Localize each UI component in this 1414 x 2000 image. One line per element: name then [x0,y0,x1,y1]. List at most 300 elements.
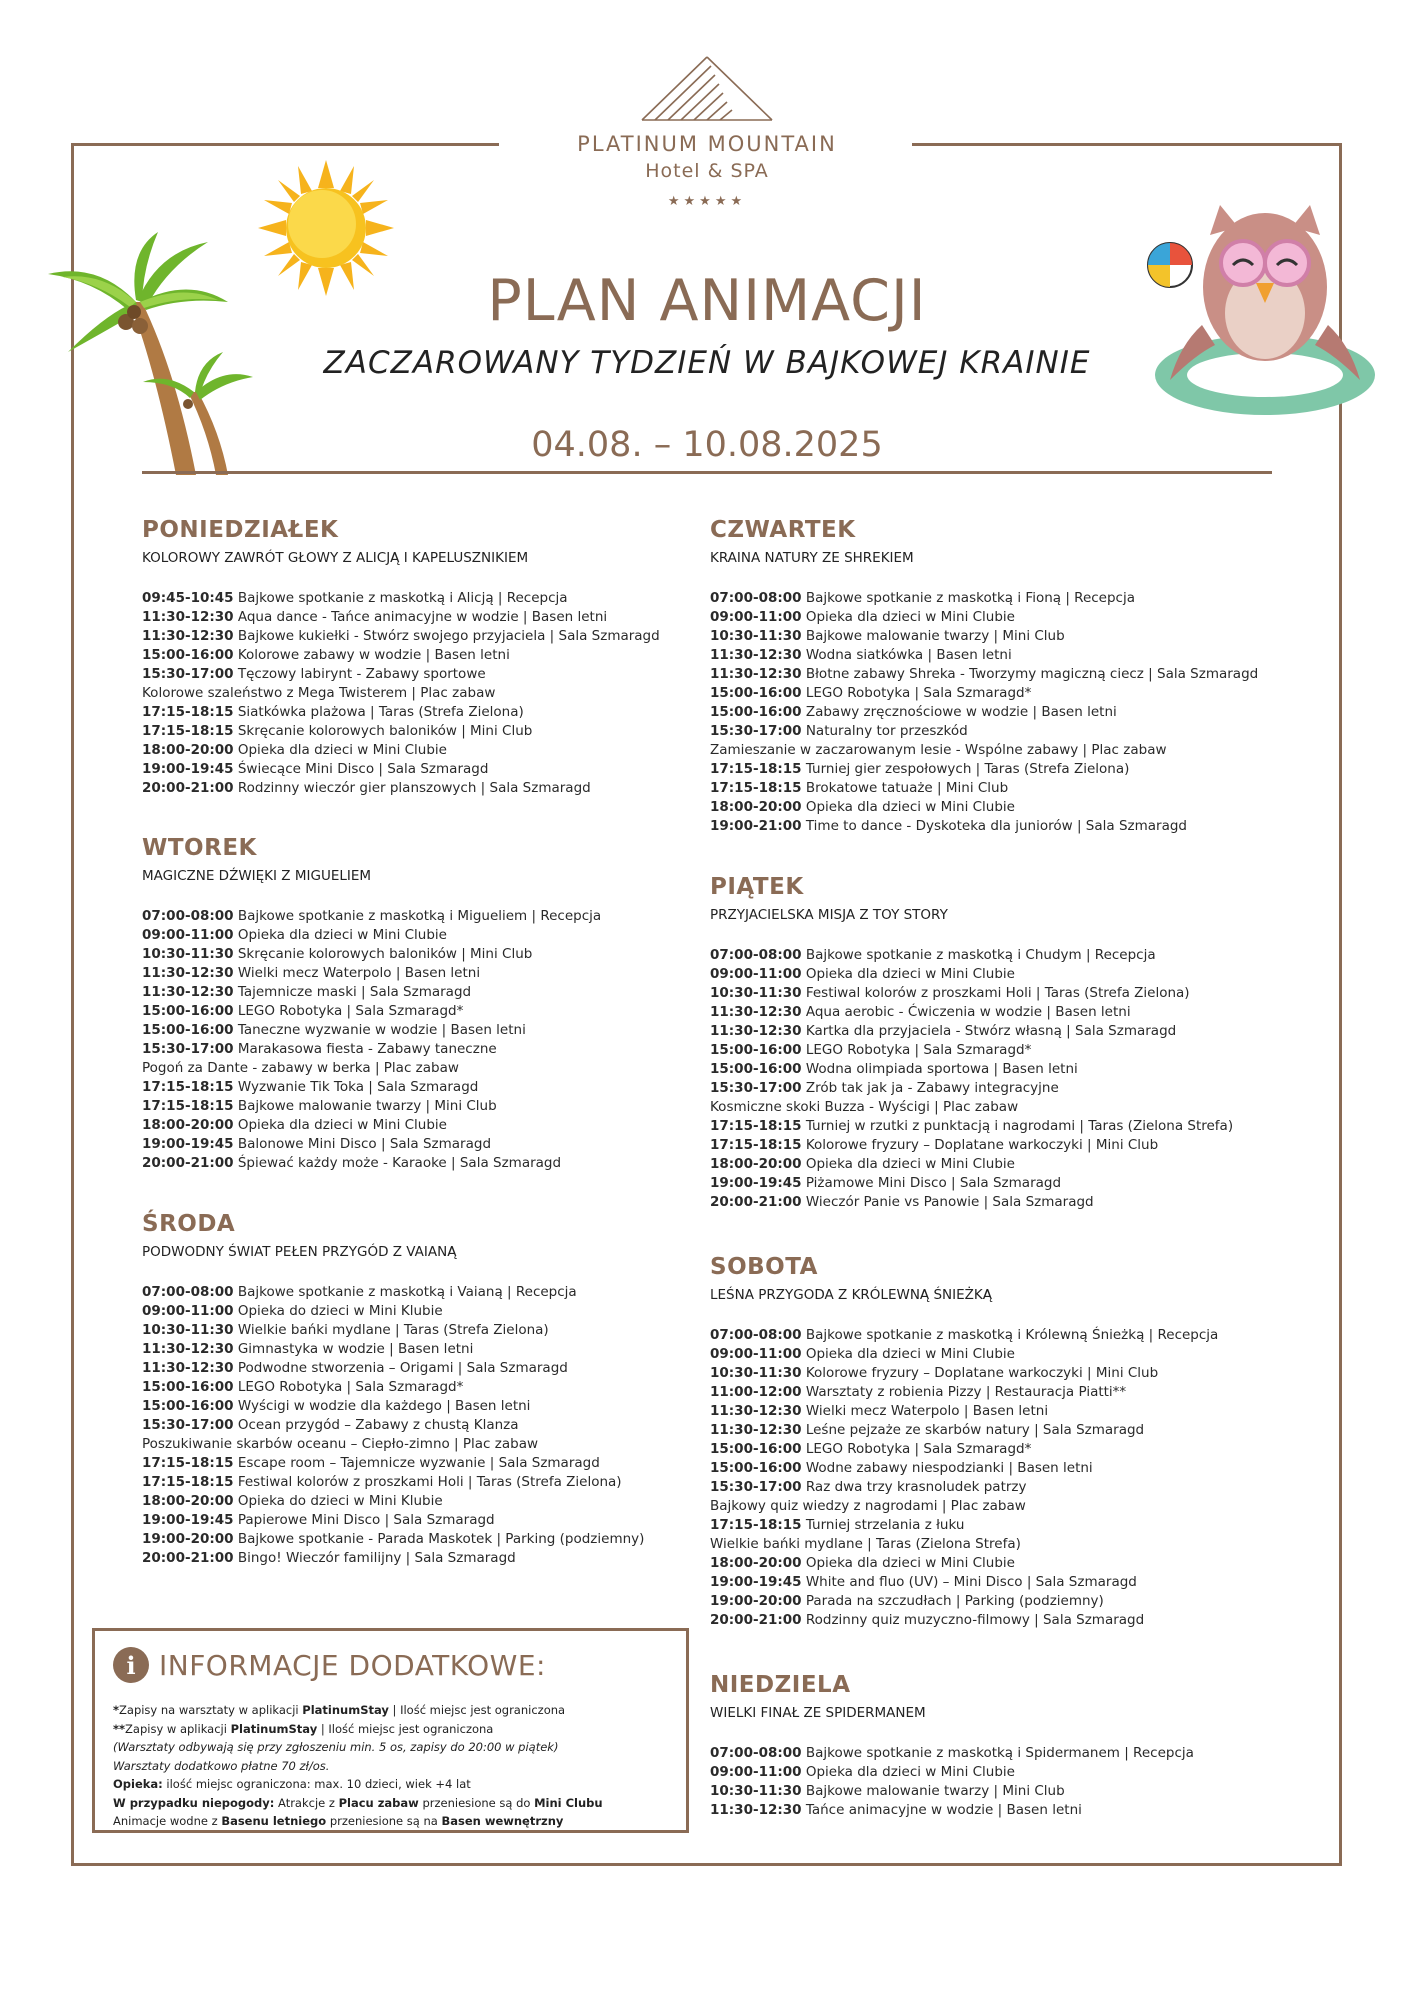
event-item [142,983,742,1002]
event-item [710,608,1310,627]
event-time: 07:00-08:00 [710,1327,802,1343]
day-name: PONIEDZIAŁEK [142,517,339,543]
event-text: Festiwal kolorów z proszkami Holi | Taras (Strefa Zielona) [801,985,1190,1001]
event-text: LEGO Robotyka | Sala Szmaragd* [233,1003,464,1019]
event-text: Turniej strzelania z łuku [801,1517,965,1533]
event-time: 11:30-12:30 [710,1004,802,1020]
event-item [142,1097,742,1116]
event-item [710,1022,1310,1041]
event-text: Podwodne stworzenia – Origami | Sala Szmaragd [233,1360,568,1376]
day-name: CZWARTEK [710,517,856,543]
event-text: Zamieszanie w zaczarowanym lesie - Wspólne zabawy | Plac zabaw [710,742,1167,758]
event-time: 20:00-21:00 [142,1155,234,1171]
event-item [142,1002,742,1021]
info-line-segment: Animacje wodne z [113,1814,222,1828]
event-time: 18:00-20:00 [142,1493,234,1509]
event-text: Opieka do dzieci w Mini Klubie [233,1303,443,1319]
event-item [142,1492,742,1511]
event-item [142,1021,742,1040]
info-line-segment: Mini Clubu [534,1795,603,1810]
event-text: Opieka dla dzieci w Mini Clubie [801,1156,1015,1172]
day-theme: PODWODNY ŚWIAT PEŁEN PRZYGÓD Z VAIANĄ [142,1244,457,1260]
event-item [142,1397,742,1416]
event-time: 19:00-20:00 [710,1593,802,1609]
day-section [142,1209,742,1568]
event-text: Time to dance - Dyskoteka dla juniorów | Sala Szmaragd [801,818,1187,834]
event-text: LEGO Robotyka | Sala Szmaragd* [801,1441,1032,1457]
event-text: Festiwal kolorów z proszkami Holi | Taras (Strefa Zielona) [233,1474,622,1490]
event-time: 15:00-16:00 [710,1042,802,1058]
event-time: 10:30-11:30 [710,1365,802,1381]
event-time: 15:30-17:00 [142,1417,234,1433]
event-text: Tańce animacyjne w wodzie | Basen letni [801,1802,1082,1818]
info-line-segment: Zapisy na warsztaty w aplikacji [119,1703,303,1717]
event-time: 09:00-11:00 [142,1303,234,1319]
event-time: 07:00-08:00 [142,1284,234,1300]
info-lines [113,1701,678,1831]
hotel-stars: ★★★★★ [667,194,747,209]
event-item [710,741,1310,760]
event-time: 17:15-18:15 [710,761,802,777]
event-time: 17:15-18:15 [142,1455,234,1471]
event-text: Opieka dla dzieci w Mini Clubie [801,1555,1015,1571]
event-item [142,1302,742,1321]
event-text: Kolorowe fryzury – Doplatane warkoczyki | Mini Club [801,1365,1159,1381]
info-line [113,1775,678,1794]
event-text: Opieka dla dzieci w Mini Clubie [801,1346,1015,1362]
event-time: 19:00-19:45 [142,1512,234,1528]
event-time: 15:00-16:00 [710,704,802,720]
event-time: 10:30-11:30 [710,1783,802,1799]
event-time: 17:15-18:15 [142,1098,234,1114]
event-time: 15:00-16:00 [710,1460,802,1476]
event-item [142,608,742,627]
event-item [710,722,1310,741]
event-time: 20:00-21:00 [142,1550,234,1566]
info-line [113,1738,678,1757]
event-item [710,946,1310,965]
event-text: Balonowe Mini Disco | Sala Szmaragd [233,1136,492,1152]
event-item [710,1592,1310,1611]
event-time: 18:00-20:00 [142,1117,234,1133]
day-theme: MAGICZNE DŹWIĘKI Z MIGUELIEM [142,868,372,884]
event-item [710,1117,1310,1136]
event-text: Opieka dla dzieci w Mini Clubie [801,1764,1015,1780]
event-item [142,1154,742,1173]
event-item [142,1359,742,1378]
event-time: 17:15-18:15 [142,723,234,739]
event-text: Bajkowe spotkanie z maskotką i Vaianą | Recepcja [233,1284,577,1300]
info-line-segment: (Warsztaty odbywają się przy zgłoszeniu min. 5 os, zapisy do 20:00 w piątek) [113,1740,559,1754]
event-item [710,1554,1310,1573]
event-item [710,1383,1310,1402]
event-text: Bajkowe spotkanie z maskotką i Królewną Śnieżką | Recepcja [801,1327,1219,1343]
event-text: Marakasowa fiesta - Zabawy taneczne [233,1041,497,1057]
event-item [142,1135,742,1154]
event-text: Kartka dla przyjaciela - Stwórz własną | Sala Szmaragd [801,1023,1177,1039]
event-text: Wielkie bańki mydlane | Taras (Zielona Strefa) [710,1536,1021,1552]
event-text: Wielkie bańki mydlane | Taras (Strefa Zielona) [233,1322,549,1338]
event-time: 17:15-18:15 [142,704,234,720]
event-item [710,1326,1310,1345]
event-time: 19:00-19:45 [142,761,234,777]
info-line-segment: przeniesione są na [326,1814,442,1828]
event-text: Pogoń za Dante - zabawy w berka | Plac zabaw [142,1060,459,1076]
event-time: 07:00-08:00 [710,590,802,606]
event-time: 19:00-21:00 [710,818,802,834]
info-line-segment: Placu zabaw [338,1795,419,1810]
event-item [142,1530,742,1549]
event-time: 07:00-08:00 [710,947,802,963]
event-text: Wodna siatkówka | Basen letni [801,647,1012,663]
event-text: LEGO Robotyka | Sala Szmaragd* [801,1042,1032,1058]
event-item [710,1611,1310,1630]
day-theme: WIELKI FINAŁ ZE SPIDERMANEM [710,1705,926,1721]
event-time: 15:00-16:00 [142,1022,234,1038]
event-text: Naturalny tor przeszkód [801,723,968,739]
event-time: 07:00-08:00 [710,1745,802,1761]
event-time: 19:00-19:45 [710,1175,802,1191]
day-theme: PRZYJACIELSKA MISJA Z TOY STORY [710,907,948,923]
info-line [113,1757,678,1776]
event-item [142,760,742,779]
event-text: Wyścigi w wodzie dla każdego | Basen letni [233,1398,531,1414]
event-list [142,1283,742,1568]
event-text: Bajkowe malowanie twarzy | Mini Club [801,1783,1065,1799]
event-item [142,1059,742,1078]
day-name: NIEDZIELA [710,1672,851,1698]
event-text: LEGO Robotyka | Sala Szmaragd* [801,685,1032,701]
event-list [142,589,742,798]
event-text: Bajkowe spotkanie z maskotką i Spidermanem | Recepcja [801,1745,1194,1761]
event-time: 17:15-18:15 [710,780,802,796]
event-text: Kolorowe szaleństwo z Mega Twisterem | Plac zabaw [142,685,496,701]
info-line-segment: Zapisy w aplikacji [125,1721,231,1736]
event-list [142,907,742,1173]
event-item [142,703,742,722]
day-name: WTOREK [142,835,257,861]
event-item [142,964,742,983]
event-time: 18:00-20:00 [710,1156,802,1172]
event-time: 15:00-16:00 [142,1379,234,1395]
event-time: 11:30-12:30 [710,647,802,663]
info-line-segment: Basen wewnętrzny [441,1814,564,1828]
info-line [113,1794,678,1813]
page-title: PLAN ANIMACJI [487,268,927,334]
event-time: 11:30-12:30 [710,1403,802,1419]
event-item [710,1079,1310,1098]
event-time: 15:00-16:00 [142,1398,234,1414]
event-text: Gimnastyka w wodzie | Basen letni [233,1341,474,1357]
event-time: 17:15-18:15 [142,1474,234,1490]
event-item [710,1421,1310,1440]
day-name: PIĄTEK [710,874,804,900]
event-time: 09:00-11:00 [710,1764,802,1780]
event-time: 09:00-11:00 [142,927,234,943]
event-item [710,1060,1310,1079]
info-line [113,1812,678,1831]
event-text: Turniej gier zespołowych | Taras (Strefa Zielona) [801,761,1130,777]
event-time: 09:45-10:45 [142,590,234,606]
event-item [142,627,742,646]
event-text: Brokatowe tatuaże | Mini Club [801,780,1009,796]
event-text: Kolorowe zabawy w wodzie | Basen letni [233,647,510,663]
event-text: Ocean przygód – Zabawy z chustą Klanza [233,1417,519,1433]
info-line-segment: Opieka: [113,1777,163,1791]
event-text: Papierowe Mini Disco | Sala Szmaragd [233,1512,495,1528]
event-time: 15:30-17:00 [142,666,234,682]
info-line-segment: * [113,1703,120,1717]
event-item [142,1321,742,1340]
event-text: Rodzinny wieczór gier planszowych | Sala Szmaragd [233,780,591,796]
event-time: 17:15-18:15 [710,1118,802,1134]
event-item [710,1155,1310,1174]
event-item [710,779,1310,798]
event-text: Zrób tak jak ja - Zabawy integracyjne [801,1080,1059,1096]
event-time: 17:15-18:15 [710,1137,802,1153]
event-time: 19:00-19:45 [710,1574,802,1590]
info-line-segment: | Ilość miejsc jest ograniczona [317,1721,494,1736]
mountain-logo-icon [637,52,777,122]
event-time: 11:00-12:00 [710,1384,802,1400]
event-text: Śpiewać każdy może - Karaoke | Sala Szmaragd [233,1155,562,1171]
event-item [710,627,1310,646]
event-item [710,1516,1310,1535]
event-item [710,965,1310,984]
event-time: 17:15-18:15 [710,1517,802,1533]
event-text: Bajkowe kukiełki - Stwórz swojego przyjaciela | Sala Szmaragd [233,628,660,644]
event-time: 18:00-20:00 [142,742,234,758]
brand-subtitle: Hotel & SPA [645,160,769,182]
event-item [142,1511,742,1530]
event-item [142,684,742,703]
event-time: 07:00-08:00 [142,908,234,924]
event-time: 15:00-16:00 [710,685,802,701]
date-range: 04.08. – 10.08.2025 [531,425,883,465]
event-item [710,1041,1310,1060]
info-title: INFORMACJE DODATKOWE: [159,1648,546,1682]
event-item [710,1364,1310,1383]
event-item [710,817,1310,836]
event-item [710,1402,1310,1421]
info-line-segment: Atrakcje z [274,1795,339,1810]
event-item [710,1136,1310,1155]
event-time: 11:30-12:30 [710,1802,802,1818]
event-time: 15:30-17:00 [710,1479,802,1495]
event-time: 11:30-12:30 [142,609,234,625]
day-section [142,833,742,1173]
event-text: Opieka dla dzieci w Mini Clubie [233,742,447,758]
event-item [710,984,1310,1003]
hotel-logo [560,52,854,209]
event-item [142,1549,742,1568]
event-time: 20:00-21:00 [710,1194,802,1210]
day-theme: LEŚNA PRZYGODA Z KRÓLEWNĄ ŚNIEŻKĄ [710,1287,992,1303]
event-time: 11:30-12:30 [142,965,234,981]
day-section [710,1670,1310,1820]
event-text: Bingo! Wieczór familijny | Sala Szmaragd [233,1550,516,1566]
event-text: Leśne pejzaże ze skarbów natury | Sala Szmaragd [801,1422,1145,1438]
info-line-segment: przeniesione są do [418,1795,535,1810]
event-item [142,1283,742,1302]
event-item [142,1416,742,1435]
event-text: Skręcanie kolorowych baloników | Mini Club [233,946,533,962]
event-time: 11:30-12:30 [710,1422,802,1438]
event-text: LEGO Robotyka | Sala Szmaragd* [233,1379,464,1395]
event-item [710,1763,1310,1782]
event-item [710,1459,1310,1478]
event-item [142,945,742,964]
event-item [142,722,742,741]
event-text: Piżamowe Mini Disco | Sala Szmaragd [801,1175,1062,1191]
event-time: 15:00-16:00 [142,647,234,663]
event-text: Wyzwanie Tik Toka | Sala Szmaragd [233,1079,479,1095]
event-item [142,646,742,665]
event-item [142,779,742,798]
event-time: 20:00-21:00 [710,1612,802,1628]
event-text: Bajkowe spotkanie z maskotką i Chudym | Recepcja [801,947,1156,963]
event-text: Rodzinny quiz muzyczno-filmowy | Sala Szmaragd [801,1612,1145,1628]
event-item [142,1340,742,1359]
schedule-column-right [710,515,1310,1820]
event-text: Bajkowy quiz wiedzy z nagrodami | Plac zabaw [710,1498,1026,1514]
day-section [710,872,1310,1212]
event-time: 15:30-17:00 [142,1041,234,1057]
event-item [142,1454,742,1473]
event-time: 11:30-12:30 [142,984,234,1000]
event-item [142,907,742,926]
info-line-segment: PlatinumStay [230,1721,318,1736]
event-text: Tajemnicze maski | Sala Szmaragd [233,984,472,1000]
event-time: 15:30-17:00 [710,723,802,739]
event-time: 10:30-11:30 [142,946,234,962]
event-text: Świecące Mini Disco | Sala Szmaragd [233,761,489,777]
event-time: 11:30-12:30 [142,1360,234,1376]
event-text: Bajkowe spotkanie z maskotką i Alicją | Recepcja [233,590,568,606]
event-item [142,1378,742,1397]
header-divider [142,471,1272,474]
event-item [142,1078,742,1097]
event-item [710,589,1310,608]
day-theme: KRAINA NATURY ZE SHREKIEM [710,550,914,566]
event-item [710,1782,1310,1801]
page-subtitle: ZACZAROWANY TYDZIEŃ W BAJKOWEJ KRAINIE [323,345,1091,381]
event-text: Aqua aerobic - Ćwiczenia w wodzie | Basen letni [801,1004,1131,1020]
day-name: ŚRODA [142,1211,236,1237]
info-line-segment: Warsztaty dodatkowo płatne 70 zł/os. [113,1758,330,1773]
event-list [710,589,1310,836]
event-item [710,1478,1310,1497]
event-item [142,926,742,945]
event-list [710,946,1310,1212]
event-item [142,741,742,760]
event-time: 15:00-16:00 [710,1061,802,1077]
event-time: 10:30-11:30 [710,628,802,644]
event-text: Wielki mecz Waterpolo | Basen letni [801,1403,1049,1419]
event-item [710,1174,1310,1193]
day-section [710,1252,1310,1630]
event-item [710,1345,1310,1364]
event-text: Parada na szczudłach | Parking (podziemny) [801,1593,1104,1609]
event-text: Bajkowe malowanie twarzy | Mini Club [801,628,1065,644]
info-line-segment: | Ilość miejsc jest ograniczona [388,1703,566,1717]
event-text: Escape room – Tajemnicze wyzwanie | Sala Szmaragd [233,1455,600,1471]
event-text: Opieka dla dzieci w Mini Clubie [801,609,1015,625]
event-time: 19:00-20:00 [142,1531,234,1547]
day-section [710,515,1310,836]
event-time: 11:30-12:30 [710,1023,802,1039]
event-text: Błotne zabawy Shreka - Tworzymy magiczną ciecz | Sala Szmaragd [801,666,1259,682]
event-text: Aqua dance - Tańce animacyjne w wodzie | Basen letni [233,609,608,625]
event-text: Wodna olimpiada sportowa | Basen letni [801,1061,1078,1077]
event-time: 11:30-12:30 [142,628,234,644]
event-text: Bajkowe spotkanie z maskotką i Migueliem | Recepcja [233,908,602,924]
event-text: Kolorowe fryzury – Doplatane warkoczyki | Mini Club [801,1137,1159,1153]
event-text: Wielki mecz Waterpolo | Basen letni [233,965,481,981]
event-time: 10:30-11:30 [710,985,802,1001]
event-item [710,703,1310,722]
event-text: Opieka do dzieci w Mini Klubie [233,1493,443,1509]
info-line-segment: PlatinumStay [302,1703,389,1717]
event-time: 11:30-12:30 [142,1341,234,1357]
info-line-segment: ilość miejsc ograniczona: max. 10 dzieci, wiek +4 lat [162,1777,471,1791]
event-text: Skręcanie kolorowych baloników | Mini Club [233,723,533,739]
event-text: Wieczór Panie vs Panowie | Sala Szmaragd [801,1194,1094,1210]
event-time: 11:30-12:30 [710,666,802,682]
event-item [710,1497,1310,1516]
event-text: Warsztaty z robienia Pizzy | Restauracja Piatti** [801,1384,1127,1400]
day-section [142,515,742,798]
event-text: Opieka dla dzieci w Mini Clubie [233,927,447,943]
event-item [142,589,742,608]
event-time: 15:00-16:00 [142,1003,234,1019]
info-line [113,1701,678,1720]
event-text: White and fluo (UV) – Mini Disco | Sala Szmaragd [801,1574,1137,1590]
info-line [113,1720,678,1739]
event-item [710,1535,1310,1554]
event-text: Raz dwa trzy krasnoludek patrzy [801,1479,1027,1495]
event-time: 17:15-18:15 [142,1079,234,1095]
event-item [710,1440,1310,1459]
event-time: 15:00-16:00 [710,1441,802,1457]
event-text: Taneczne wyzwanie w wodzie | Basen letni [233,1022,526,1038]
event-text: Wodne zabawy niespodzianki | Basen letni [801,1460,1093,1476]
event-item [710,646,1310,665]
event-text: Siatkówka plażowa | Taras (Strefa Zielona) [233,704,524,720]
info-line-segment: W przypadku niepogody: [113,1795,275,1810]
event-item [142,665,742,684]
event-item [710,1744,1310,1763]
event-time: 09:00-11:00 [710,609,802,625]
event-list [710,1744,1310,1820]
event-time: 20:00-21:00 [142,780,234,796]
event-item [142,1435,742,1454]
event-text: Tęczowy labirynt - Zabawy sportowe [233,666,486,682]
event-item [142,1116,742,1135]
event-item [710,760,1310,779]
event-text: Bajkowe spotkanie z maskotką i Fioną | Recepcja [801,590,1135,606]
info-line-segment: ** [113,1721,126,1736]
event-text: Bajkowe malowanie twarzy | Mini Club [233,1098,497,1114]
event-item [710,798,1310,817]
event-time: 10:30-11:30 [142,1322,234,1338]
event-time: 18:00-20:00 [710,1555,802,1571]
day-name: SOBOTA [710,1254,818,1280]
event-text: Turniej w rzutki z punktacją i nagrodami | Taras (Zielona Strefa) [801,1118,1234,1134]
event-text: Opieka dla dzieci w Mini Clubie [801,966,1015,982]
event-item [710,665,1310,684]
event-text: Zabawy zręcznościowe w wodzie | Basen letni [801,704,1117,720]
